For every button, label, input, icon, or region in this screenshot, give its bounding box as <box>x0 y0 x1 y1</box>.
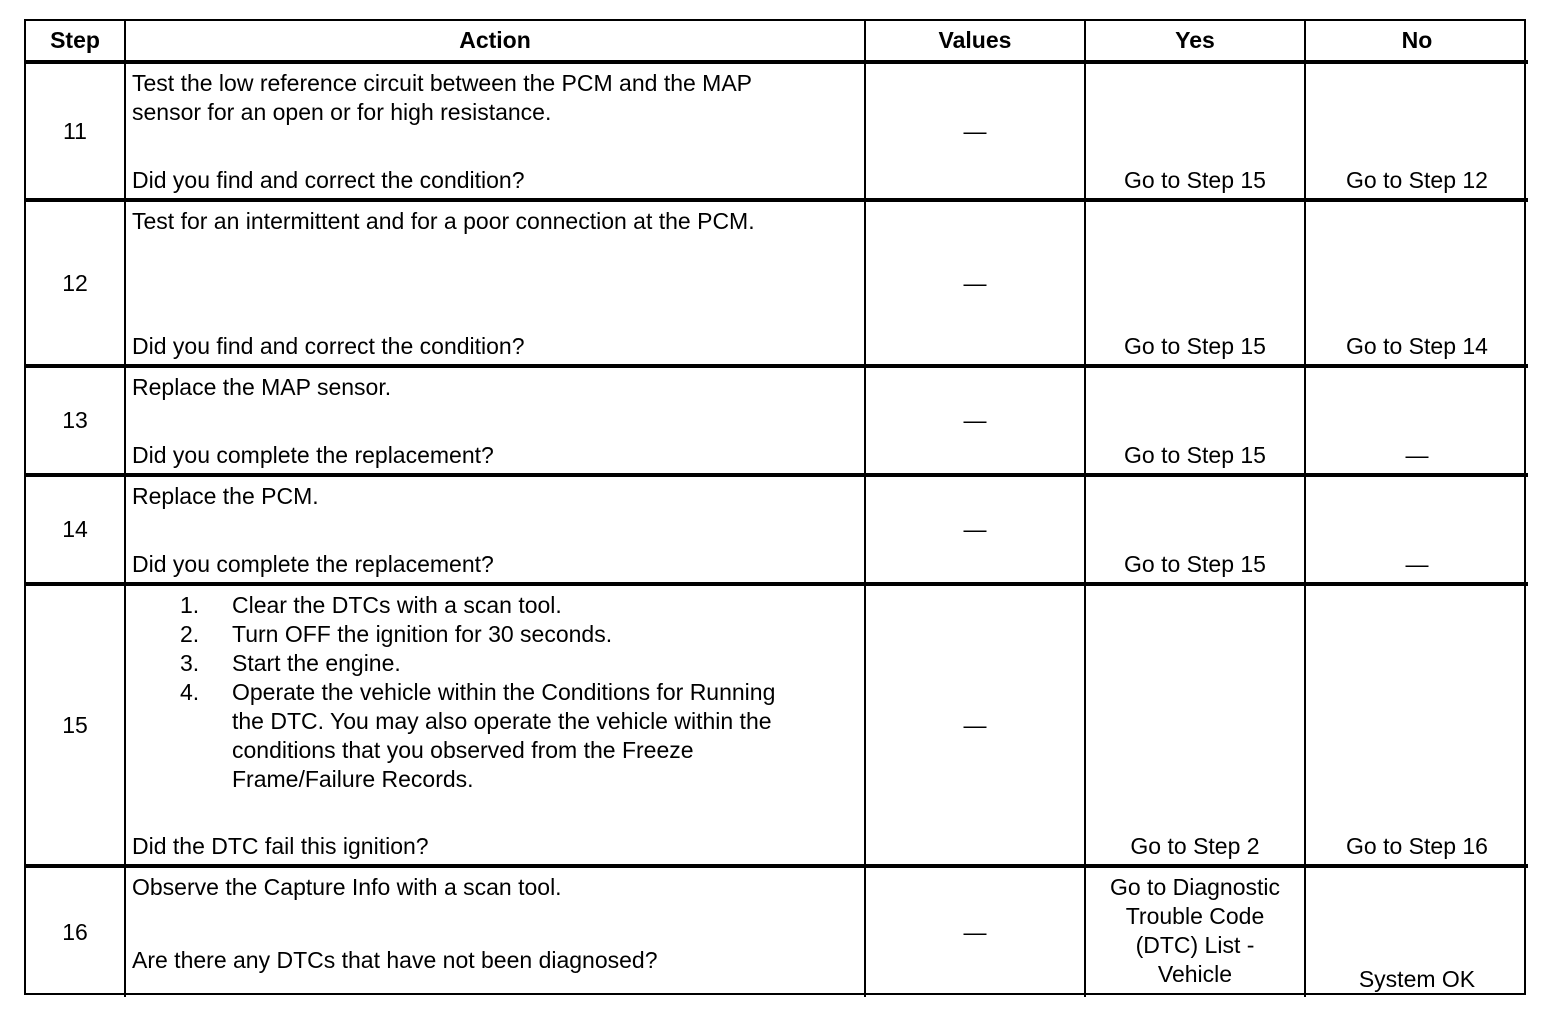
list-item <box>180 591 858 620</box>
step-number: 15 <box>26 586 126 868</box>
action-question: Did you find and correct the condition? <box>132 333 525 359</box>
list-number: 3. <box>180 650 200 676</box>
header-no: No <box>1306 21 1528 64</box>
no-cell: Go to Step 14 <box>1306 202 1528 368</box>
step-number: 12 <box>26 202 126 368</box>
action-text <box>132 373 858 402</box>
list-line: conditions that you observed from the Freeze <box>232 737 694 763</box>
values-cell: — <box>866 477 1086 586</box>
values-cell: — <box>866 586 1086 868</box>
action-cell <box>126 368 866 477</box>
list-text <box>232 649 858 678</box>
action-text <box>132 482 858 511</box>
action-cell <box>126 868 866 997</box>
no-cell: Go to Step 16 <box>1306 586 1528 868</box>
yes-cell <box>1086 868 1306 997</box>
action-line: Observe the Capture Info with a scan tool. <box>132 874 562 900</box>
list-number: 1. <box>180 592 200 618</box>
values-cell: — <box>866 868 1086 997</box>
action-cell <box>126 202 866 368</box>
list-text <box>232 620 858 649</box>
action-line: Test the low reference circuit between the PCM and the MAP <box>132 70 753 96</box>
header-values: Values <box>866 21 1086 64</box>
action-line: Replace the PCM. <box>132 483 319 509</box>
yes-cell: Go to Step 15 <box>1086 64 1306 202</box>
list-line: Operate the vehicle within the Conditions for Running <box>232 679 776 705</box>
action-cell <box>126 586 866 868</box>
action-line: Test for an intermittent and for a poor connection at the PCM. <box>132 208 755 234</box>
no-cell: — <box>1306 368 1528 477</box>
yes-cell: Go to Step 15 <box>1086 202 1306 368</box>
yes-line: (DTC) List - <box>1135 932 1255 958</box>
procedure-list <box>132 591 858 794</box>
action-question: Did you find and correct the condition? <box>132 167 525 193</box>
list-line: Frame/Failure Records. <box>232 766 474 792</box>
yes-line: Vehicle <box>1157 961 1233 987</box>
list-line: Clear the DTCs with a scan tool. <box>232 592 562 618</box>
action-question: Did you complete the replacement? <box>132 551 494 577</box>
values-cell: — <box>866 64 1086 202</box>
list-line: Turn OFF the ignition for 30 seconds. <box>232 621 613 647</box>
step-number: 14 <box>26 477 126 586</box>
no-cell: System OK <box>1358 966 1476 992</box>
list-item <box>180 678 858 794</box>
diagnostic-table <box>24 19 1526 995</box>
action-question: Are there any DTCs that have not been diagnosed? <box>132 947 658 973</box>
values-cell: — <box>866 368 1086 477</box>
yes-line: Go to Diagnostic <box>1109 874 1281 900</box>
values-cell: — <box>866 202 1086 368</box>
step-number: 11 <box>26 64 126 202</box>
list-item <box>180 620 858 649</box>
action-text <box>132 207 858 236</box>
list-text <box>232 678 858 794</box>
list-line: the DTC. You may also operate the vehicle within the <box>232 708 772 734</box>
header-action: Action <box>126 21 866 64</box>
action-cell <box>126 477 866 586</box>
yes-cell: Go to Step 2 <box>1086 586 1306 868</box>
list-number: 4. <box>180 679 200 705</box>
list-item <box>180 649 858 678</box>
header-yes: Yes <box>1086 21 1306 64</box>
action-text <box>132 69 858 127</box>
action-line: Replace the MAP sensor. <box>132 374 392 400</box>
yes-cell: Go to Step 15 <box>1086 477 1306 586</box>
header-step: Step <box>26 21 126 64</box>
list-line: Start the engine. <box>232 650 401 676</box>
no-cell: — <box>1306 477 1528 586</box>
yes-line: Trouble Code <box>1125 903 1265 929</box>
yes-cell: Go to Step 15 <box>1086 368 1306 477</box>
action-question: Did you complete the replacement? <box>132 442 494 468</box>
action-question: Did the DTC fail this ignition? <box>132 833 429 859</box>
step-number: 16 <box>26 868 126 997</box>
action-cell <box>126 64 866 202</box>
list-text <box>232 591 858 620</box>
step-number: 13 <box>26 368 126 477</box>
action-text <box>132 873 858 902</box>
action-line: sensor for an open or for high resistance. <box>132 99 552 125</box>
no-cell: Go to Step 12 <box>1306 64 1528 202</box>
list-number: 2. <box>180 621 200 647</box>
